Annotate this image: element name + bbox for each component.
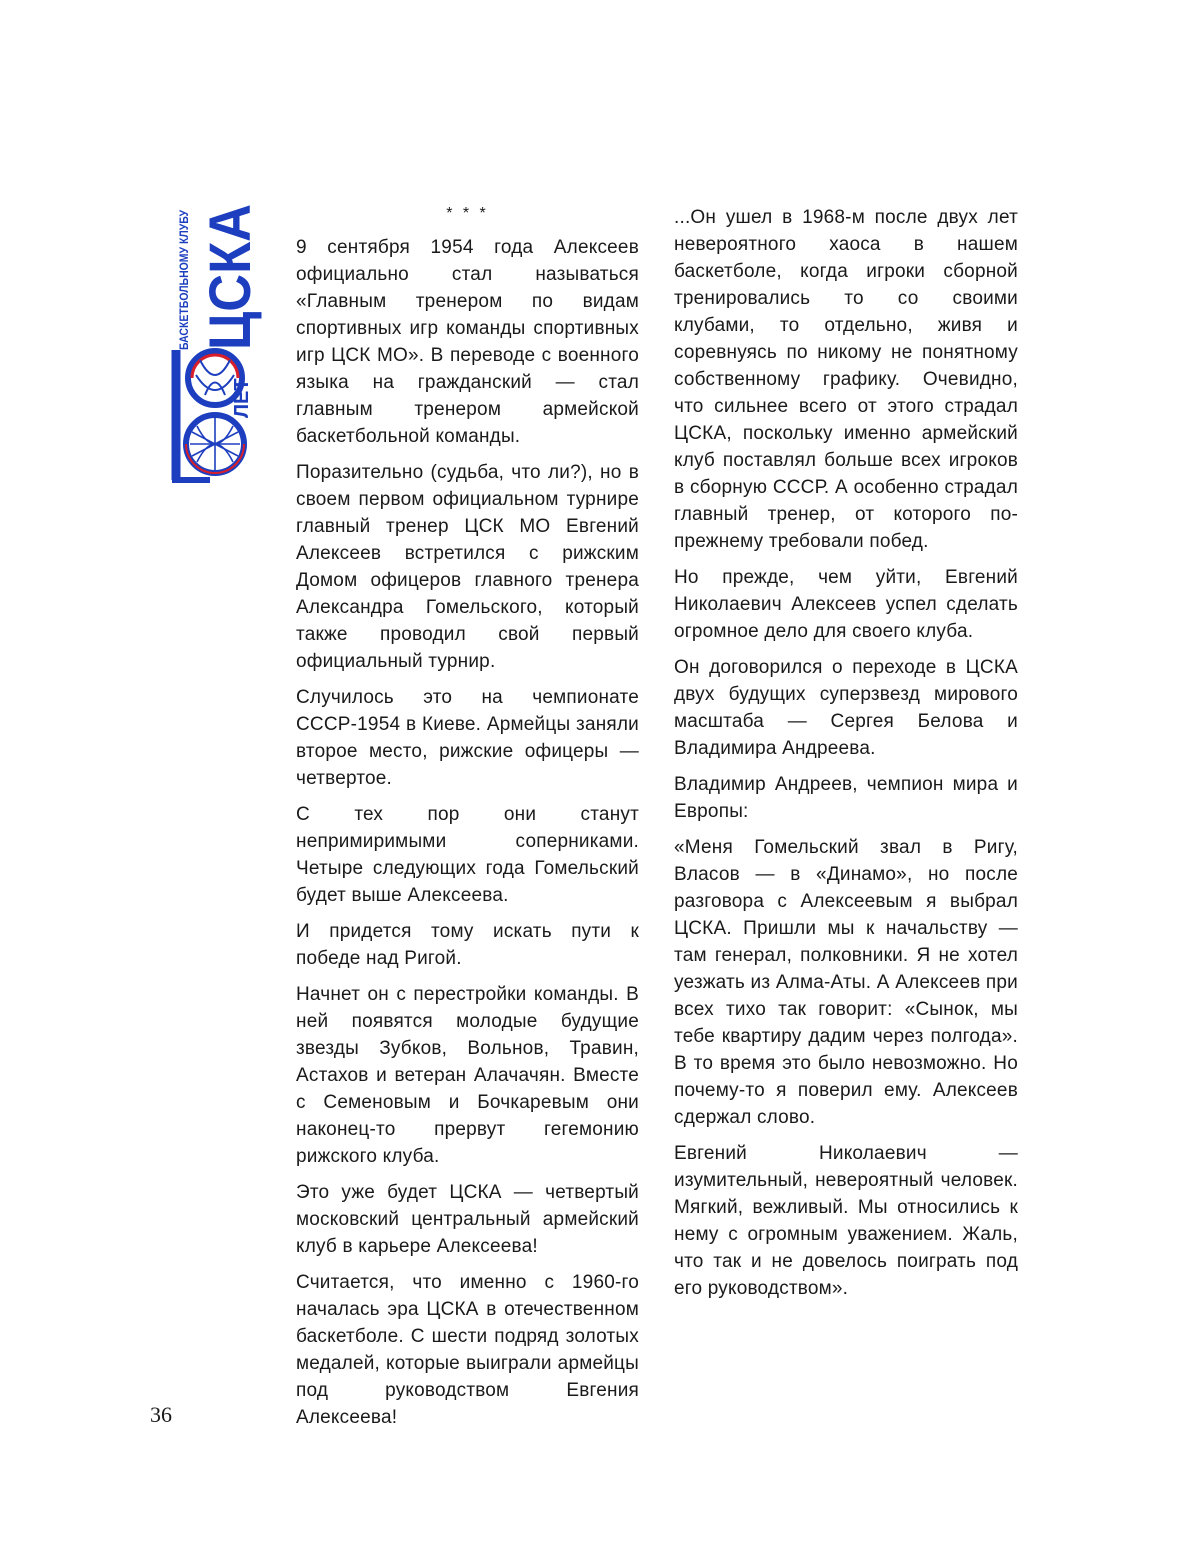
paragraph: «Меня Гомельский звал в Ригу, Власов — в «Динамо», но после разговора с Алексеевым я выбрал ЦСКА. Пришли мы к начальству — там генерал, полковники. Я не хотел уезжать из Алма-Аты. А Алексеев при всех тихо так говорит: «Сынок, мы тебе квартиру дадим через полгода». В то время это было невозможно. Но почему-то я поверил ему. Алексеев сдержал слово. — [674, 837, 1018, 1128]
left-paragraphs — [296, 234, 639, 1431]
paragraph: Поразительно (судьба, что ли?), но в своем первом официальном турнире главный тренер ЦСК МО Евгений Алексеев встретился с рижским Домом офицеров главного тренера Александра Гомельского, который также проводил свой первый официальный турнир. — [296, 462, 639, 672]
paragraph: ...Он ушел в 1968-м после двух лет невероятного хаоса в нашем баскетболе, когда игроки сборной тренировались то со своими клубами, то отдельно, живя и соревнуясь по никому не понятному собственному графику. Очевидно, что сильнее всего от этого страдал ЦСКА, поскольку именно армейский клуб поставлял больше всех игроков в сборную СССР. А особенно страдал главный тренер, от которого по-прежнему требовали побед. — [674, 207, 1018, 552]
csk-logo — [170, 188, 263, 490]
section-separator: * * * — [446, 205, 489, 222]
paragraph: 9 сентября 1954 года Алексеев официально стал называться «Главным тренером по видам спортивных игр команды спортивных игр ЦСК МО». В переводе с военного языка на гражданский — стал главным тренером армейской баскетбольной команды. — [296, 237, 639, 447]
years-label: ЛЕТ — [231, 378, 253, 418]
paragraph: И придется тому искать пути к победе над Ригой. — [296, 921, 639, 969]
paragraph: Но прежде, чем уйти, Евгений Николаевич Алексеев успел сделать огромное дело для своего клуба. — [674, 567, 1018, 642]
csk-logo-graphic — [170, 188, 263, 490]
paragraph: Евгений Николаевич — изумительный, невероятный человек. Мягкий, вежливый. Мы относились к нему с огромным уважением. Жаль, что так и не довелось поиграть под его руководством». — [674, 1143, 1018, 1299]
logo-sub-text: БАСКЕТБОЛЬНОМУ КЛУБУ — [177, 189, 191, 350]
page-number: 36 — [150, 1402, 172, 1427]
paragraph: Он договорился о переходе в ЦСКА двух будущих суперзвезд мирового масштаба — Сергея Белова и Владимира Андреева. — [674, 657, 1018, 759]
left-text-column — [296, 204, 639, 1440]
paragraph: Случилось это на чемпионате СССР-1954 в Киеве. Армейцы заняли второе место, рижские офицеры — четвертое. — [296, 687, 639, 789]
logo-main-text: ЦСКА — [198, 188, 263, 350]
paragraph: С тех пор они станут непримиримыми соперниками. Четыре следующих года Гомельский будет выше Алексеева. — [296, 804, 639, 906]
right-paragraphs — [674, 204, 1018, 1302]
paragraph: Это уже будет ЦСКА — четвертый московский центральный армейский клуб в карьере Алексеева! — [296, 1182, 639, 1257]
paragraph: Считается, что именно с 1960-го началась эра ЦСКА в отечественном баскетболе. С шести подряд золотых медалей, которые выиграли армейцы под руководством Евгения Алексеева! — [296, 1272, 639, 1428]
paragraph: Начнет он с перестройки команды. В ней появятся молодые будущие звезды Зубков, Вольнов, Травин, Астахов и ветеран Алачачян. Вместе с Семеновым и Бочкаревым они наконец-то прервут гегемонию рижского клуба. — [296, 984, 639, 1167]
paragraph: Владимир Андреев, чемпион мира и Европы: — [674, 774, 1018, 822]
right-text-column — [674, 204, 1018, 1311]
